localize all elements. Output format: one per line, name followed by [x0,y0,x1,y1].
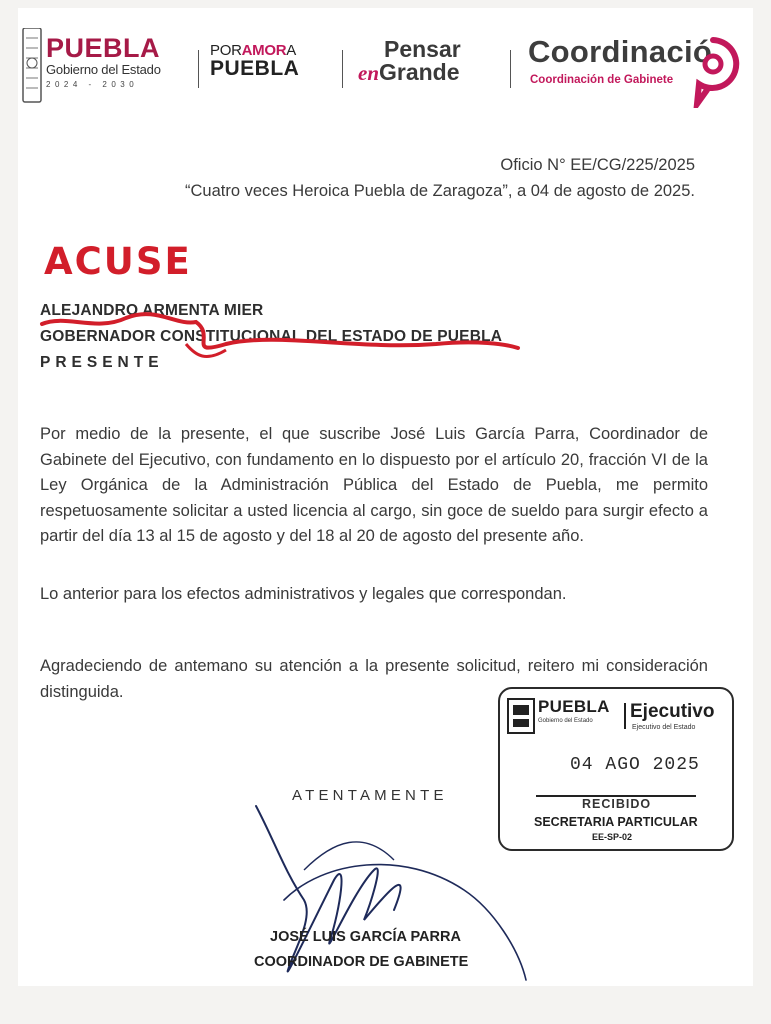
signer-role: COORDINADOR DE GABINETE [254,954,469,970]
puebla-logo-years: 2024 - 2030 [46,80,139,89]
puebla-logo-word: PUEBLA [46,33,161,63]
header-divider [198,50,199,88]
body-paragraph-1: Por medio de la presente, el que suscribe José Luis García Parra, Coordinador de Gabinete del Ejecutivo, con fundamento en lo dispuesto por el artículo 20, fracción VI de la Ley Orgánica de la Administración Pública del Estado de Puebla, me permito respetuosamente solicitar a usted licencia al cargo, sin goce de sueldo para surgir efecto a partir del día 13 al 15 de agosto y del 18 al 20 de agosto del presente año. [40,425,708,545]
pensar-en-grande-logo [358,38,498,85]
pensar-en: en [358,61,379,85]
body-paragraph-2: Lo anterior para los efectos administrativos y legales que correspondan. [40,585,567,603]
oficio-number: Oficio N° EE/CG/225/2025 [500,156,695,174]
poramor-por: POR [210,42,242,59]
stamp-ejecutivo-subtitle: Ejecutivo del Estado [632,724,696,731]
stamp-code: EE-SP-02 [592,832,633,842]
stamp-puebla-subtitle: Gobierno del Estado [538,718,593,724]
coordinacion-subtitle: Coordinación de Gabinete [530,74,674,86]
stamp-secretaria: SECRETARIA PARTICULAR [534,815,698,829]
signer-name: JOSÉ LUIS GARCÍA PARRA [270,929,461,945]
por-amor-a-puebla-logo [210,42,330,81]
speech-bubble-icon [684,36,742,108]
document-page [18,8,753,986]
coordinacion-title: Coordinació [528,34,713,69]
poramor-puebla: PUEBLA [210,57,300,80]
addressee-presente: PRESENTE [40,354,164,371]
addressee-title: GOBERNADOR CONSTITUCIONAL DEL ESTADO DE PUEBLA [40,328,503,345]
puebla-gobierno-logo [46,34,196,89]
poramor-amor: AMOR [241,42,287,59]
stamp-divider [624,703,626,729]
stamp-crest-icon [506,697,536,735]
puebla-logo-subtitle: Gobierno del Estado [46,62,161,77]
acuse-label: ACUSE [44,240,192,282]
acuse-handwritten [40,236,200,282]
pensar-grande: Grande [379,59,460,85]
header-divider [510,50,511,88]
closing-atentamente: ATENTAMENTE [292,787,448,804]
stamp-recibido: RECIBIDO [582,797,652,811]
stamp-puebla: PUEBLA [538,697,610,716]
state-crest-icon [20,28,44,106]
stamp-date: 04 AGO 2025 [570,755,700,775]
stamp-ejecutivo: Ejecutivo [630,701,715,722]
place-date: “Cuatro veces Heroica Puebla de Zaragoza”, a 04 de agosto de 2025. [185,182,695,200]
body-paragraph-3: Agradeciendo de antemano su atención a la presente solicitud, reitero mi consideración distinguida. [40,657,708,701]
poramor-a: A [286,42,296,59]
addressee-name: ALEJANDRO ARMENTA MIER [40,302,264,319]
red-scribble-mark [36,296,536,376]
pensar-word: Pensar [384,36,461,62]
header-divider [342,50,343,88]
